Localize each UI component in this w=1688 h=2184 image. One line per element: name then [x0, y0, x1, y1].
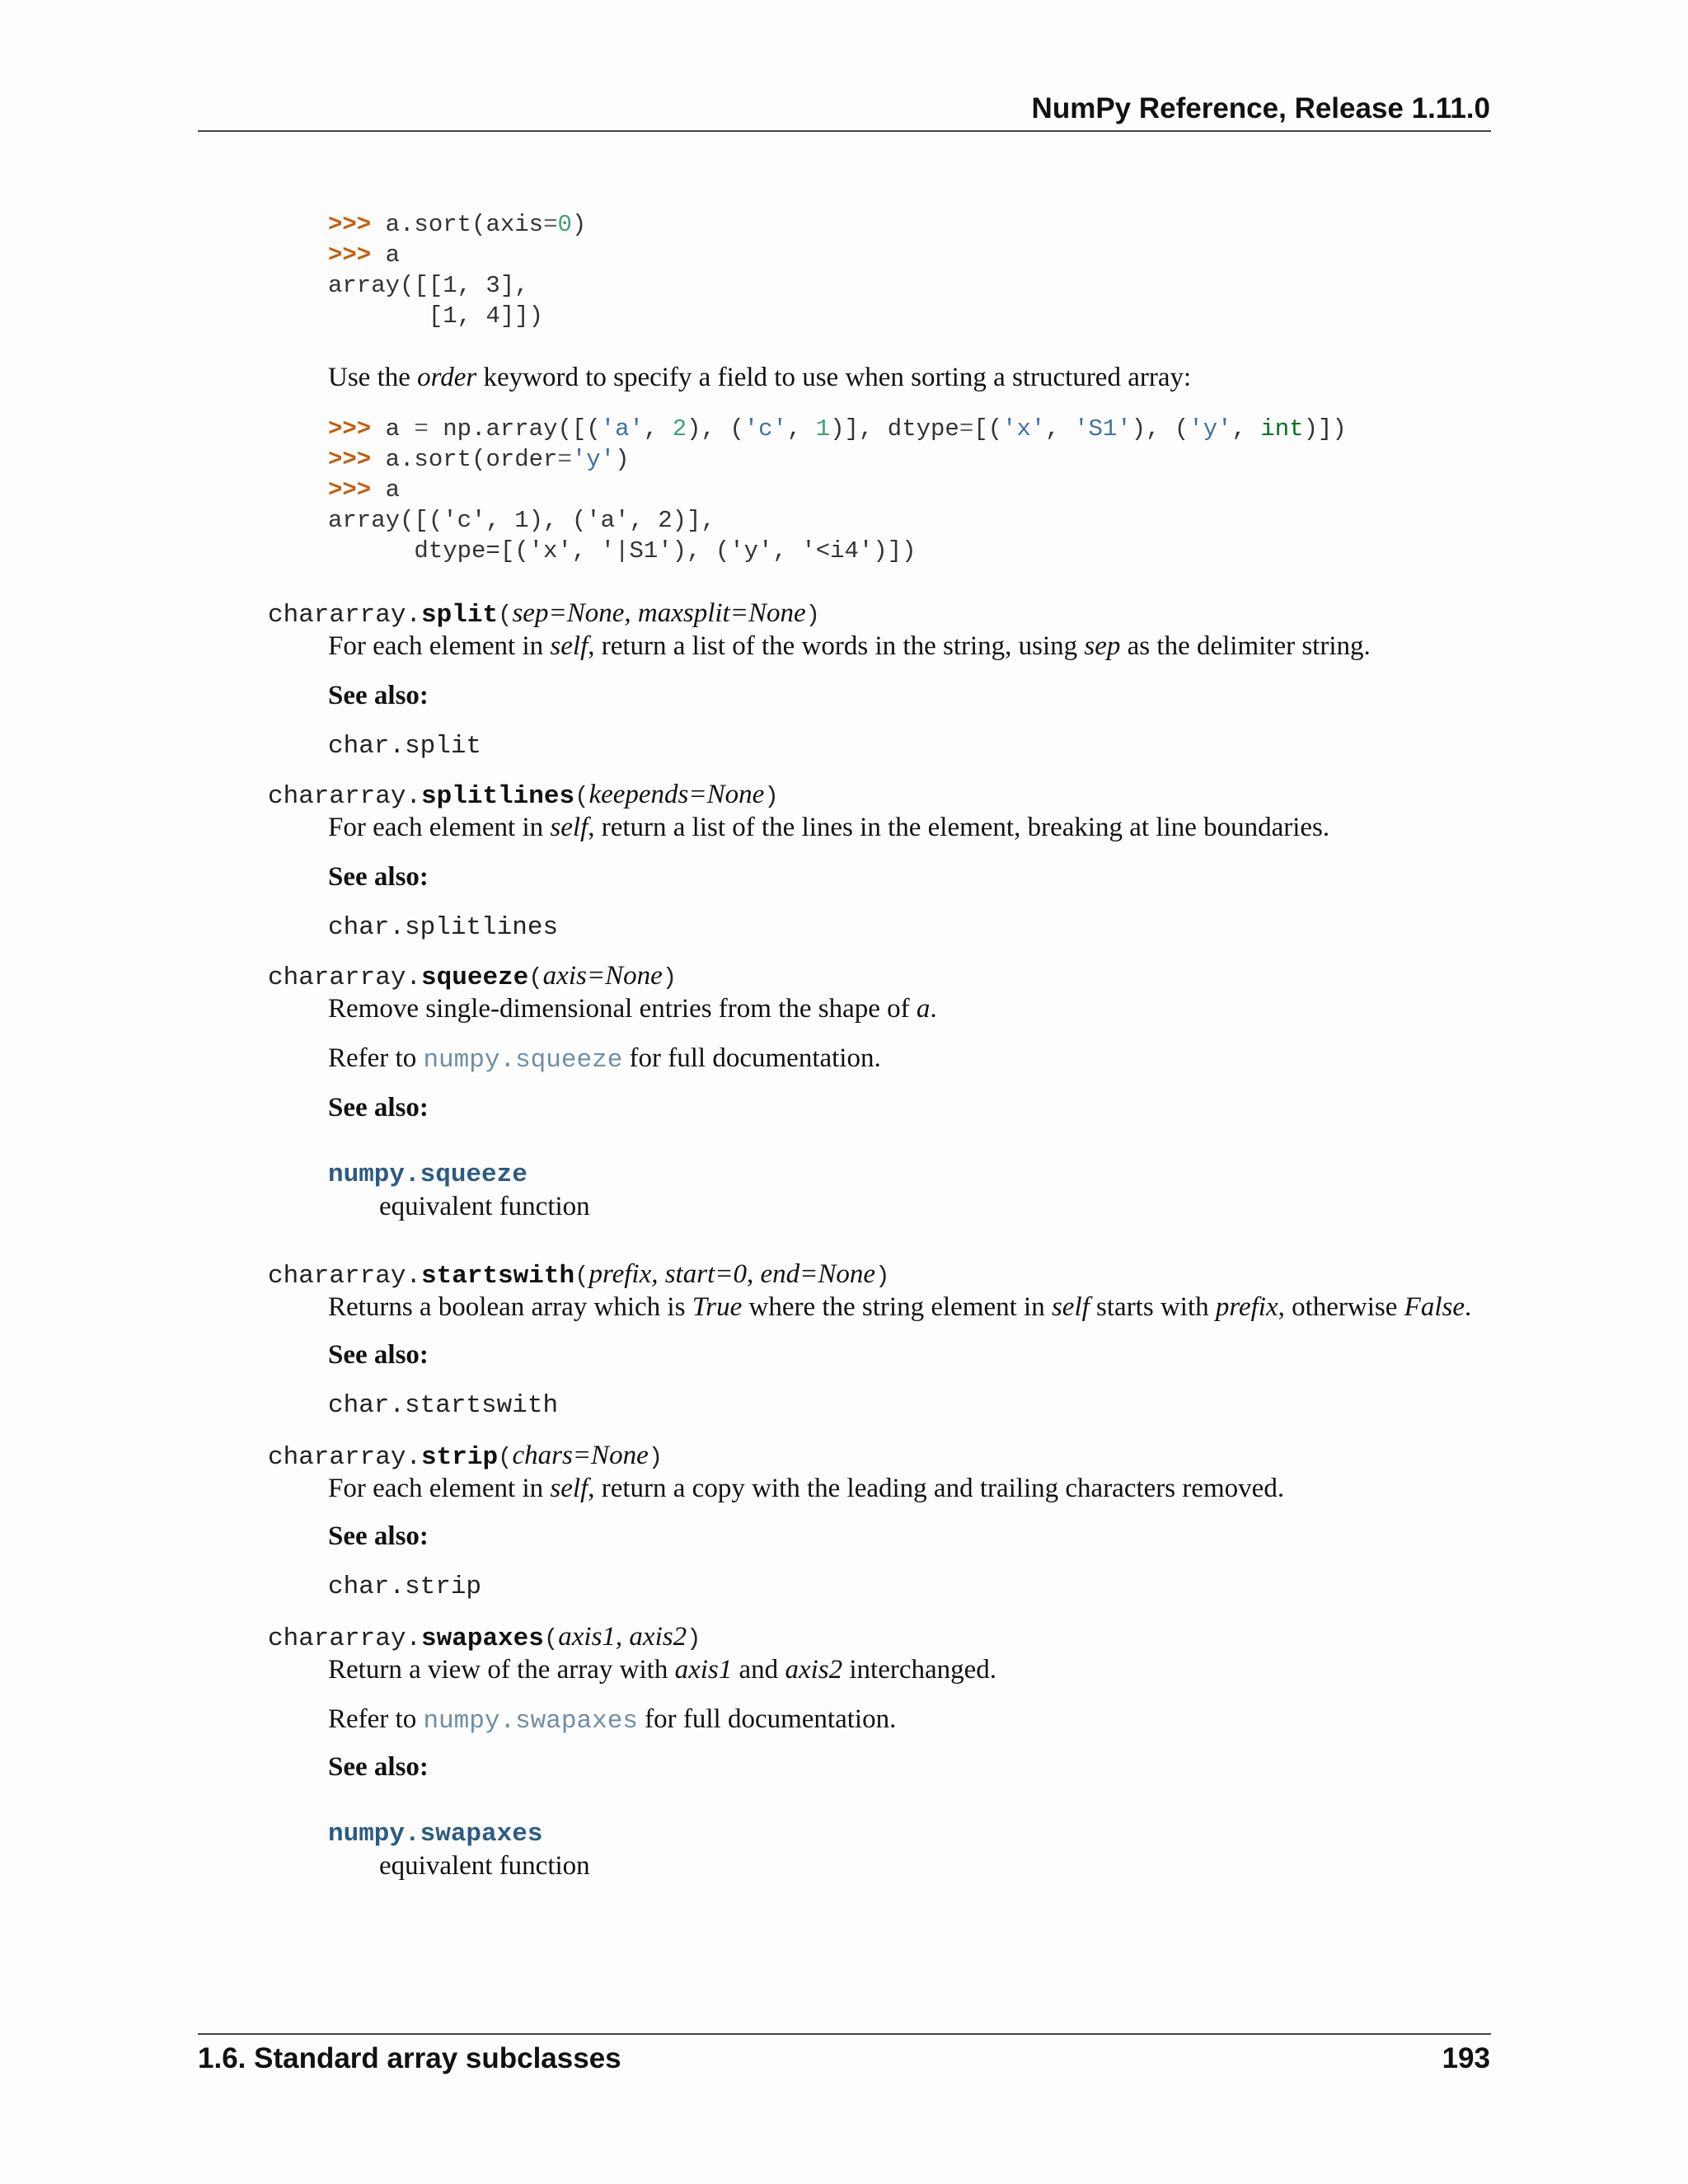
see-also-term-numpy-squeeze[interactable]: numpy.squeeze [328, 1160, 528, 1189]
see-also-ref-startswith[interactable]: char.startswith [328, 1391, 559, 1420]
signature-startswith: chararray.startswith(prefix, start=0, end=None) [268, 1259, 890, 1291]
see-also-heading: See also: [328, 1521, 429, 1551]
see-also-definition: equivalent function [379, 1192, 590, 1221]
signature-splitlines: chararray.splitlines(keepends=None) [268, 780, 779, 811]
code-line: >>> a.sort(axis=0) [328, 211, 587, 238]
footer-rule [198, 2033, 1491, 2035]
signature-squeeze: chararray.squeeze(axis=None) [268, 961, 678, 992]
code-line: >>> a = np.array([('a', 2), ('c', 1)], dtype=[('x', 'S1'), ('y', int)]) [328, 415, 1347, 443]
signature-split: chararray.split(sep=None, maxsplit=None) [268, 598, 821, 630]
see-also-ref-strip[interactable]: char.strip [328, 1572, 482, 1601]
code-block-sort-axis [328, 209, 586, 331]
code-output-line: [1, 4]]) [328, 302, 544, 330]
code-line: >>> a [328, 476, 401, 504]
see-also-term-numpy-swapaxes[interactable]: numpy.swapaxes [328, 1820, 543, 1849]
description-strip: For each element in self, return a copy with the leading and trailing characters removed. [328, 1474, 1285, 1503]
code-line: >>> a [328, 241, 401, 269]
see-also-heading: See also: [328, 862, 429, 892]
refer-squeeze: Refer to numpy.squeeze for full documentation. [328, 1043, 881, 1075]
description-squeeze: Remove single-dimensional entries from the shape of a. [328, 994, 937, 1024]
description-split: For each element in self, return a list of the words in the string, using sep as the delimiter string. [328, 631, 1371, 661]
description-swapaxes: Return a view of the array with axis1 and axis2 interchanged. [328, 1655, 997, 1685]
running-head: NumPy Reference, Release 1.11.0 [1031, 92, 1490, 124]
page-number: 193 [1442, 2042, 1490, 2074]
see-also-ref-split[interactable]: char.split [328, 732, 482, 761]
code-output-line: array([('c', 1), ('a', 2)], [328, 507, 715, 534]
order-keyword-paragraph: Use the order keyword to specify a field to use when sorting a structured array: [328, 363, 1192, 392]
code-block-sort-order [328, 414, 1347, 566]
code-line: >>> a.sort(order='y') [328, 446, 630, 473]
link-numpy-squeeze[interactable]: numpy.squeeze [423, 1046, 623, 1075]
header-rule [198, 130, 1491, 132]
link-numpy-swapaxes[interactable]: numpy.swapaxes [423, 1707, 638, 1736]
refer-swapaxes: Refer to numpy.swapaxes for full documentation. [328, 1704, 897, 1736]
see-also-heading: See also: [328, 1752, 429, 1782]
footer-section-title: 1.6. Standard array subclasses [198, 2042, 621, 2074]
see-also-heading: See also: [328, 1340, 429, 1370]
signature-swapaxes: chararray.swapaxes(axis1, axis2) [268, 1622, 701, 1653]
signature-strip: chararray.strip(chars=None) [268, 1441, 663, 1472]
code-output-line: array([[1, 3], [328, 272, 529, 299]
see-also-heading: See also: [328, 681, 429, 710]
description-startswith: Returns a boolean array which is True where the string element in self starts with prefix, otherwise False. [328, 1292, 1472, 1322]
description-splitlines: For each element in self, return a list of the lines in the element, breaking at line boundaries. [328, 813, 1330, 842]
see-also-ref-splitlines[interactable]: char.splitlines [328, 913, 559, 942]
see-also-definition: equivalent function [379, 1851, 590, 1881]
see-also-heading: See also: [328, 1093, 429, 1122]
code-output-line: dtype=[('x', '|S1'), ('y', '<i4')]) [328, 537, 917, 565]
